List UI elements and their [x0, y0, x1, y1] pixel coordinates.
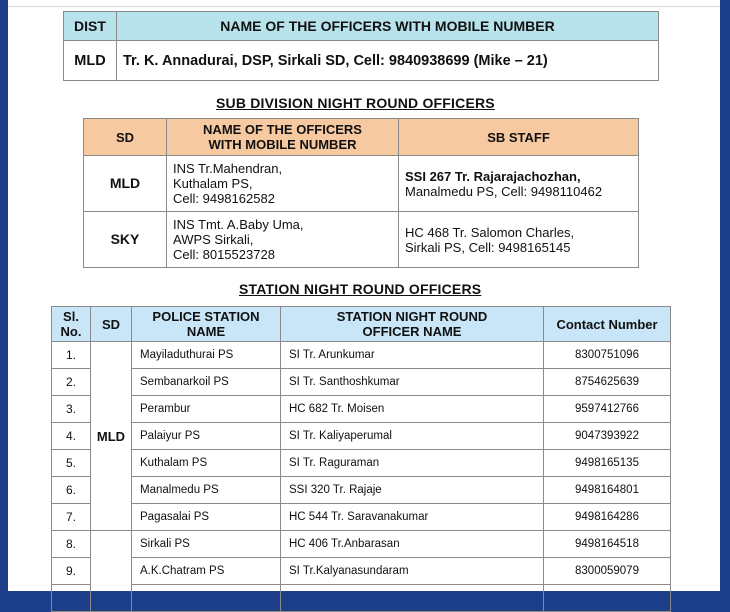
- column-header-sb-staff: SB STAFF: [399, 119, 639, 156]
- cell-line: INS Tr.Mahendran,: [173, 161, 283, 176]
- police-station-cell: Mayiladuthurai PS: [132, 342, 281, 369]
- contact-cell: 8300751096: [544, 342, 671, 369]
- top-band: [8, 0, 720, 7]
- contact-cell: 8754625639: [544, 369, 671, 396]
- station-heading: STATION NIGHT ROUND OFFICERS: [239, 281, 482, 297]
- sl-cell: 8.: [52, 531, 91, 558]
- column-header-officer: [167, 119, 399, 156]
- officer-cell: [167, 156, 399, 212]
- contact-cell: 9597412766: [544, 396, 671, 423]
- officer-cell: SI Tr. Arunkumar: [281, 342, 544, 369]
- table-header-row: [64, 12, 659, 41]
- contact-cell: 8300059079: [544, 558, 671, 585]
- column-header-contact: Contact Number: [544, 307, 671, 342]
- officer-cell: SI Tr. Santhoshkumar: [281, 369, 544, 396]
- officer-cell: SI Tr.Kalyanasundaram: [281, 558, 544, 585]
- police-station-cell-empty: [132, 585, 281, 612]
- table-row: [52, 477, 671, 504]
- officer-cell-empty: [281, 585, 544, 612]
- column-header-sd: SD: [84, 119, 167, 156]
- sl-cell: 5.: [52, 450, 91, 477]
- cell-line: Cell: 8015523728: [173, 247, 275, 262]
- station-table: [51, 306, 671, 612]
- contact-cell: 9498164518: [544, 531, 671, 558]
- column-header-officer: [281, 307, 544, 342]
- contact-cell-empty: [544, 585, 671, 612]
- officer-cell: HC 406 Tr.Anbarasan: [281, 531, 544, 558]
- table-header-row: [84, 119, 639, 156]
- sd-group-cell-empty: [91, 531, 132, 612]
- header-line: Sl.: [63, 309, 79, 324]
- sl-cell: 4.: [52, 423, 91, 450]
- police-station-cell: Sirkali PS: [132, 531, 281, 558]
- sub-division-table: [83, 118, 639, 268]
- sl-cell: 9.: [52, 558, 91, 585]
- header-line: POLICE STATION: [152, 309, 260, 324]
- officer-cell: HC 682 Tr. Moisen: [281, 396, 544, 423]
- cell-line: HC 468 Tr. Salomon Charles,: [405, 224, 575, 240]
- police-station-cell: Perambur: [132, 396, 281, 423]
- dist-cell: MLD: [64, 41, 117, 81]
- officer-cell: HC 544 Tr. Saravanakumar: [281, 504, 544, 531]
- table-row: [52, 342, 671, 369]
- sd-cell: SKY: [84, 212, 167, 268]
- table-row: [52, 504, 671, 531]
- police-station-cell: Sembanarkoil PS: [132, 369, 281, 396]
- sl-cell: 2.: [52, 369, 91, 396]
- contact-cell: 9498165135: [544, 450, 671, 477]
- table-row: [52, 423, 671, 450]
- table-row: [52, 558, 671, 585]
- sl-cell: 1.: [52, 342, 91, 369]
- contact-cell: 9498164801: [544, 477, 671, 504]
- document-page: [8, 0, 720, 591]
- table-header-row: [52, 307, 671, 342]
- column-header-officer: NAME OF THE OFFICERS WITH MOBILE NUMBER: [117, 12, 659, 41]
- cell-line: SSI 267 Tr. Rajarajachozhan,: [405, 168, 581, 184]
- table-row: [52, 369, 671, 396]
- officer-cell: SI Tr. Kaliyaperumal: [281, 423, 544, 450]
- police-station-cell: Palaiyur PS: [132, 423, 281, 450]
- contact-cell: 9047393922: [544, 423, 671, 450]
- column-header-sd: SD: [91, 307, 132, 342]
- table-row: [52, 531, 671, 558]
- table-row: [84, 212, 639, 268]
- police-station-cell: Pagasalai PS: [132, 504, 281, 531]
- sl-cell-empty: [52, 585, 91, 612]
- dist-officer-table: [63, 11, 659, 81]
- table-row: [52, 396, 671, 423]
- sb-staff-cell: [399, 212, 639, 268]
- officer-cell: [167, 212, 399, 268]
- contact-cell: 9498164286: [544, 504, 671, 531]
- header-line: OFFICER NAME: [362, 324, 462, 339]
- police-station-cell: Manalmedu PS: [132, 477, 281, 504]
- table-row: [52, 450, 671, 477]
- column-header-dist: DIST: [64, 12, 117, 41]
- sd-group-cell: MLD: [91, 342, 132, 531]
- cell-line: Kuthalam PS,: [173, 176, 253, 191]
- sl-cell: 6.: [52, 477, 91, 504]
- police-station-cell: Kuthalam PS: [132, 450, 281, 477]
- sd-cell: MLD: [84, 156, 167, 212]
- officer-cell: SI Tr. Raguraman: [281, 450, 544, 477]
- sub-division-heading: SUB DIVISION NIGHT ROUND OFFICERS: [216, 95, 495, 111]
- sl-cell: 3.: [52, 396, 91, 423]
- table-row: [84, 156, 639, 212]
- header-line: STATION NIGHT ROUND: [336, 309, 488, 324]
- header-line: No.: [60, 324, 82, 339]
- cell-line: Cell: 9498162582: [173, 191, 275, 206]
- column-header-police-station: [132, 307, 281, 342]
- table-row: [64, 41, 659, 81]
- cell-line: INS Tmt. A.Baby Uma,: [173, 217, 304, 232]
- header-line: WITH MOBILE NUMBER: [208, 137, 357, 152]
- police-station-cell: A.K.Chatram PS: [132, 558, 281, 585]
- cell-line: Sirkali PS, Cell: 9498165145: [405, 239, 571, 255]
- cell-line: AWPS Sirkali,: [173, 232, 254, 247]
- table-row-partial: [52, 585, 671, 612]
- header-line: NAME: [186, 324, 226, 339]
- column-header-sl-no: [52, 307, 91, 342]
- officer-cell: SSI 320 Tr. Rajaje: [281, 477, 544, 504]
- sb-staff-cell: [399, 156, 639, 212]
- sl-cell: 7.: [52, 504, 91, 531]
- cell-line: Manalmedu PS, Cell: 9498110462: [405, 183, 603, 199]
- officer-cell: Tr. K. Annadurai, DSP, Sirkali SD, Cell: 9840938699 (Mike – 21): [117, 41, 659, 81]
- header-line: NAME OF THE OFFICERS: [203, 122, 362, 137]
